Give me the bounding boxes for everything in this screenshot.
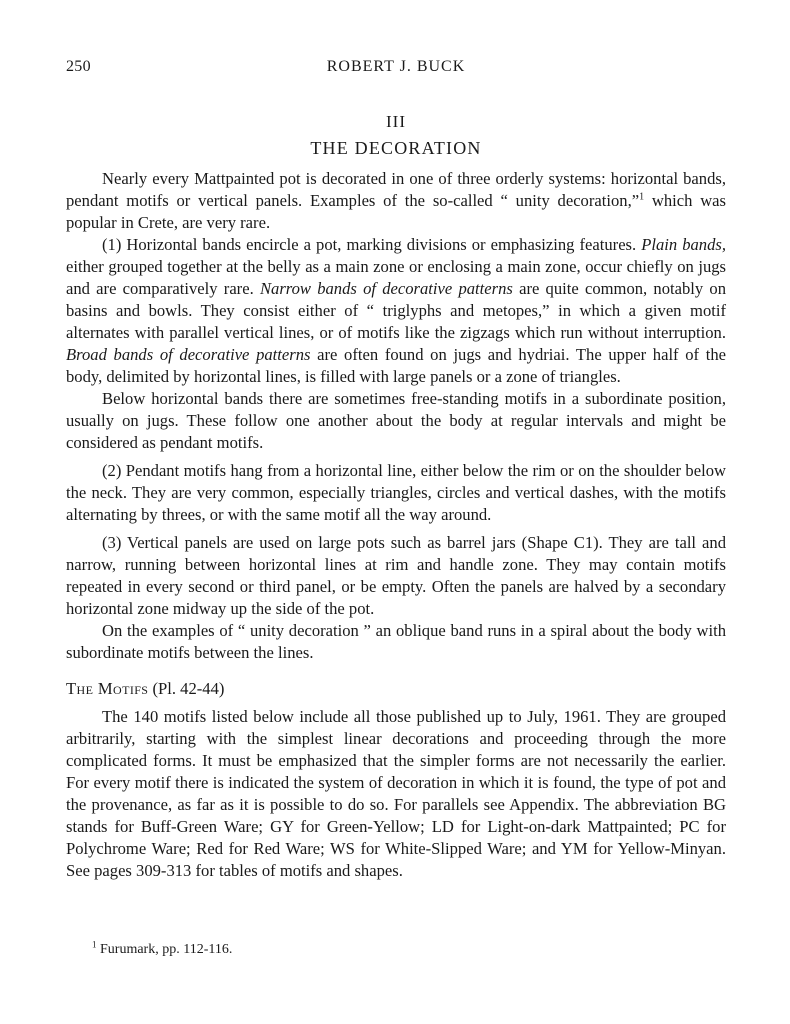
- section-title: THE DECORATION: [310, 138, 482, 158]
- paragraph-unity-decoration: On the examples of “ unity decoration ” an oblique band runs in a spiral about the body with subordinate motifs between the lines.: [66, 621, 726, 662]
- paragraph-free-standing-motifs: Below horizontal bands there are sometimes free-standing motifs in a subordinate position, usually on jugs. These follow one another about the body at regular intervals and might be considered as pendant motifs.: [66, 389, 726, 452]
- paragraph-pendant-motifs: (2) Pendant motifs hang from a horizontal line, either below the rim or on the shoulder below the neck. They are very common, especially triangles, circles and vertical dashes, with the motifs alternating by threes, or with the same motif all the way around.: [66, 461, 726, 524]
- section-number: III: [386, 112, 406, 131]
- text-run: are quite common, notably on basins and bowls. They consist either of “ triglyphs and metopes,” in which a given motif alternates with parallel vertical lines, or of motifs like the zigzags which run without interruption.: [66, 279, 726, 342]
- text-run: either grouped together at the belly as a main zone or enclosing a main zone, occur chiefly on jugs and are comparatively rare.: [66, 257, 726, 298]
- italic-term-narrow-bands: Narrow bands of decorative patterns: [259, 279, 513, 298]
- subheading-plate-ref: (Pl. 42-44): [148, 679, 225, 698]
- footnote-marker: 1: [92, 939, 97, 950]
- paragraph-intro: [66, 168, 726, 234]
- footnote-text: Furumark, pp. 112-116.: [96, 942, 233, 957]
- footnote: [92, 941, 692, 959]
- paragraph-horizontal-bands: [66, 234, 726, 388]
- text-run: are often found on jugs and hydriai. The upper half of the body, delimited by horizontal lines, is filled with large panels or a zone of triangles.: [66, 345, 726, 386]
- paragraph-vertical-panels: (3) Vertical panels are used on large pots such as barrel jars (Shape C1). They are tall and narrow, running between horizontal lines at rim and handle zone. They may contain motifs repeated in every second or third panel, or be empty. Often the panels are halved by a secondary horizontal zone midway up the side of the pot.: [66, 533, 726, 618]
- paragraph-intro-text-after: which was popular in Crete, are very rare.: [66, 191, 726, 232]
- italic-term-plain-bands: Plain bands,: [641, 235, 726, 254]
- body-text: [66, 168, 726, 882]
- page-number: 250: [66, 58, 91, 75]
- paragraph-motifs: The 140 motifs listed below include all those published up to July, 1961. They are grouped arbitrarily, starting with the simplest linear decorations and proceeding through the more complicated forms. It must be emphasized that the simpler forms are not necessarily the earlier. For every motif there is indicated the system of decoration in which it is found, the type of pot and the provenance, as far as it is possible to do so. For parallels see Appendix. The abbreviation BG stands for Buff-Green Ware; GY for Green-Yellow; LD for Light-on-dark Mattpainted; PC for Polychrome Ware; Red for Red Ware; WS for White-Slipped Ware; and YM for Yellow-Minyan. See pages 309-313 for tables of motifs and shapes.: [66, 707, 726, 880]
- footnote-reference: 1: [639, 191, 645, 203]
- italic-term-broad-bands: Broad bands of decorative patterns: [66, 345, 311, 364]
- subheading-caps: The Motifs: [66, 679, 149, 698]
- text-run: (1) Horizontal bands encircle a pot, marking divisions or emphasizing features.: [102, 235, 642, 254]
- paragraph-intro-text: Nearly every Mattpainted pot is decorated in one of three orderly systems: horizontal bands, pendant motifs or vertical panels. Examples of the so-called “ unity decoration,”: [66, 169, 726, 210]
- running-head: [66, 58, 726, 82]
- running-head-author: ROBERT J. BUCK: [326, 58, 466, 75]
- subheading-motifs: [66, 678, 726, 700]
